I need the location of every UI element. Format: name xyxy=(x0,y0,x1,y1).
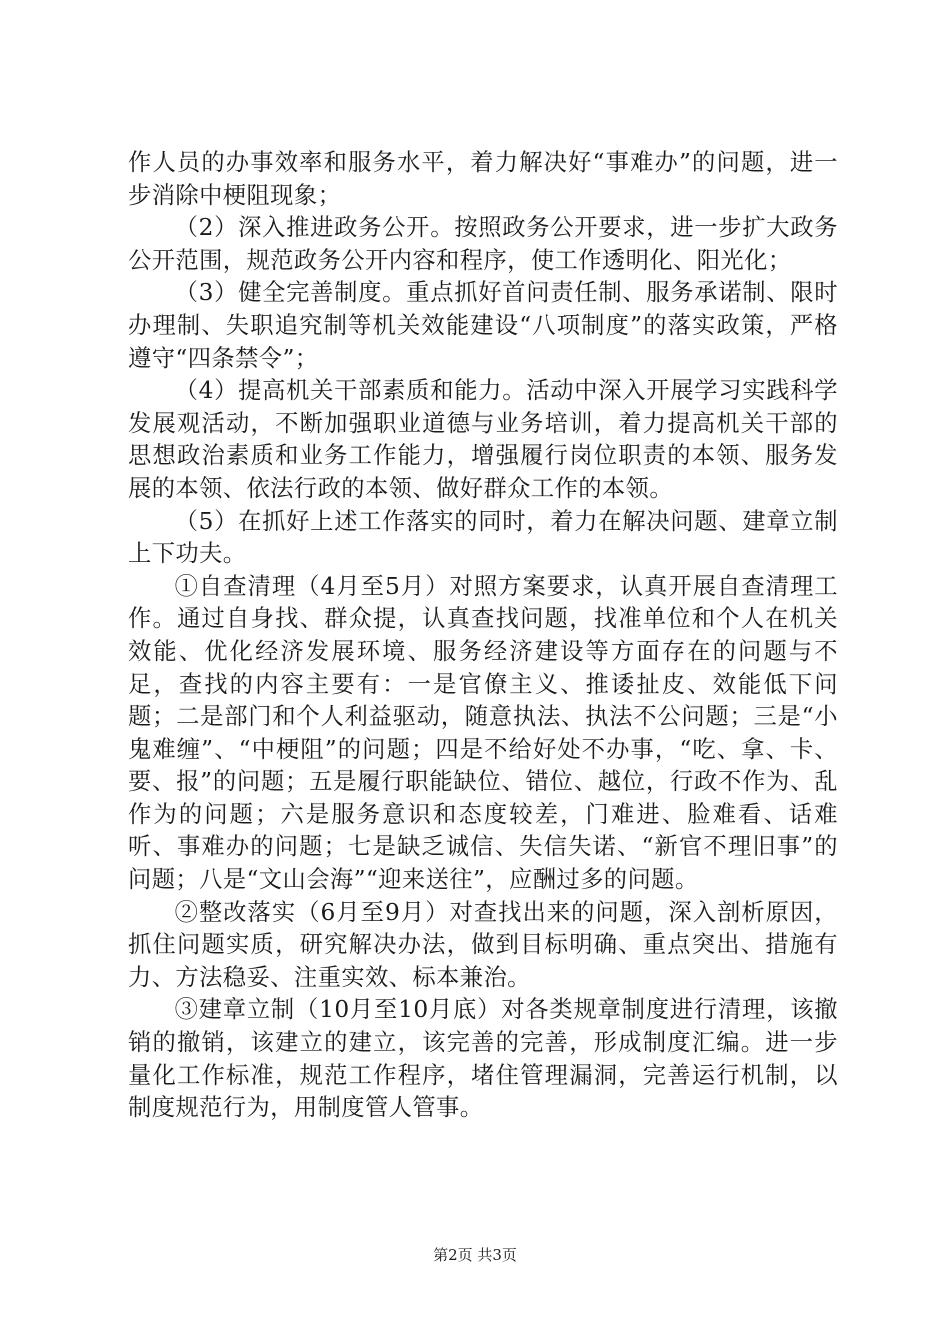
paragraph-item-3: （3）健全完善制度。重点抓好首问责任制、服务承诺制、限时办理制、失职追究制等机关效能建设“八项制度”的落实政策，严格遵守“四条禁令”； xyxy=(128,279,838,372)
paragraph-item-5: （5）在抓好上述工作落实的同时，着力在解决问题、建章立制上下功夫。 xyxy=(128,507,838,568)
paragraph-step-2: ②整改落实（6月至9月）对查找出来的问题，深入剖析原因，抓住问题实质，研究解决办法，做到目标明确、重点突出、措施有力、方法稳妥、注重实效、标本兼治。 xyxy=(128,898,838,991)
page-number-footer: 第2页 共3页 xyxy=(433,1246,517,1264)
document-body xyxy=(128,147,838,1125)
paragraph-item-4: （4）提高机关干部素质和能力。活动中深入开展学习实践科学发展观活动，不断加强职业道德与业务培训，着力提高机关干部的思想政治素质和业务工作能力，增强履行岗位职责的本领、服务发展的本领、依法行政的本领、做好群众工作的本领。 xyxy=(128,377,838,502)
paragraph-continuation: 作人员的办事效率和服务水平，着力解决好“事难办”的问题，进一步消除中梗阻现象； xyxy=(128,149,838,209)
paragraph-step-1: ①自查清理（4月至5月）对照方案要求，认真开展自查清理工作。通过自身找、群众提，认真查找问题，找准单位和个人在机关效能、优化经济发展环境、服务经济建设等方面存在的问题与不足，查找的内容主要有：一是官僚主义、推诿扯皮、效能低下问题；二是部门和个人利益驱动，随意执法、执法不公问题；三是“小鬼难缠”、“中梗阻”的问题；四是不给好处不办事，“吃、拿、卡、要、报”的问题；五是履行职能缺位、错位、越位，行政不作为、乱作为的问题；六是服务意识和态度较差，门难进、脸难看、话难听、事难办的问题；七是缺乏诚信、失信失诺、“新官不理旧事”的问题；八是“文山会海”“迎来送往”，应酬过多的问题。 xyxy=(128,572,838,894)
paragraph-item-2: （2）深入推进政务公开。按照政务公开要求，进一步扩大政务公开范围，规范政务公开内容和程序，使工作透明化、阳光化； xyxy=(128,214,838,274)
paragraph-step-3: ③建章立制（10月至10月底）对各类规章制度进行清理，该撤销的撤销，该建立的建立，该完善的完善，形成制度汇编。进一步量化工作标准，规范工作程序，堵住管理漏洞，完善运行机制，以制度规范行为，用制度管人管事。 xyxy=(128,996,838,1122)
